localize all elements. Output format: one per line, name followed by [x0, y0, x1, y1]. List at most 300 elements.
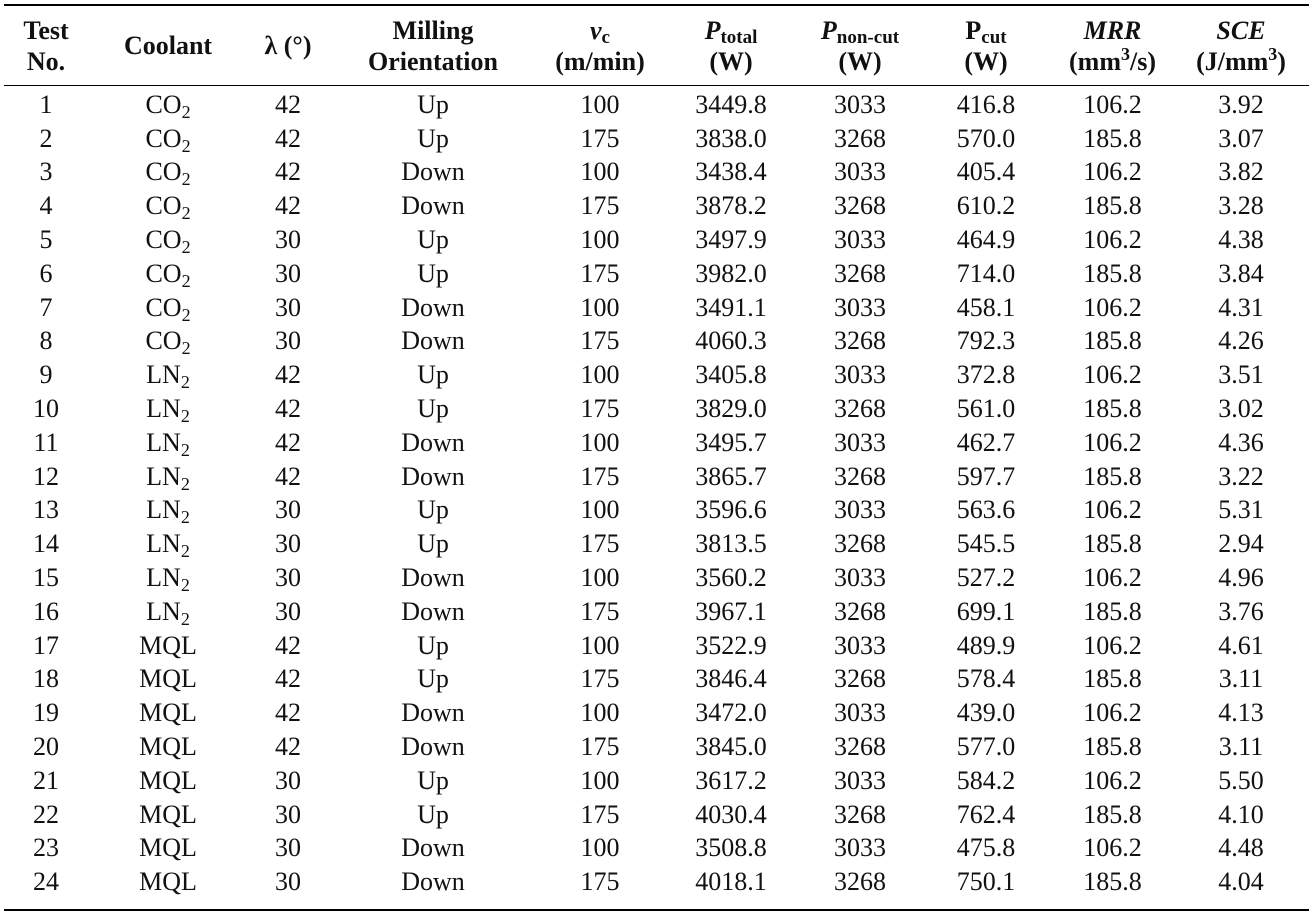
- cell-lambda: 42: [275, 427, 301, 457]
- cell-p-cut: 563.6: [956, 495, 1016, 525]
- table-row: [4, 730, 1309, 764]
- header-p-total: [662, 6, 800, 85]
- table-row: [4, 696, 1309, 730]
- coolant-subscript: 2: [180, 541, 190, 562]
- header-p-noncut: [800, 6, 920, 85]
- header-mrr-unit-post: /s): [1129, 46, 1156, 76]
- cell-lambda: 42: [275, 630, 301, 660]
- header-lambda-label: λ (°): [264, 31, 312, 60]
- cell-lambda: 42: [275, 360, 301, 390]
- cell-lambda: 30: [275, 799, 301, 829]
- cell-p-noncut: 3268: [834, 664, 886, 694]
- cell-sce: 4.96: [1218, 563, 1264, 593]
- cell-coolant: [88, 798, 248, 832]
- cell-sce: 4.13: [1218, 698, 1264, 728]
- cell-p-total: 3449.8: [695, 89, 767, 119]
- coolant-formula: CO: [145, 258, 182, 288]
- cell-sce: 2.94: [1218, 529, 1264, 559]
- cell-p-noncut: 3033: [834, 495, 886, 525]
- table-row: [4, 325, 1309, 359]
- cell-p-noncut: 3268: [834, 867, 886, 897]
- cell-vc: 175: [580, 867, 620, 897]
- cell-coolant: [88, 358, 248, 392]
- cell-test-no: 18: [33, 664, 59, 694]
- table-row: [4, 865, 1309, 899]
- cell-p-noncut: 3033: [834, 360, 886, 390]
- coolant-subscript: 2: [180, 507, 190, 528]
- coolant-formula: LN: [146, 461, 181, 491]
- cell-sce: 3.07: [1218, 123, 1264, 153]
- cell-sce: 3.84: [1218, 258, 1264, 288]
- cell-test-no: 24: [33, 867, 59, 897]
- cell-orientation: Down: [401, 732, 465, 762]
- cell-sce: 4.48: [1218, 833, 1264, 863]
- cell-orientation: Down: [401, 563, 465, 593]
- cell-test-no: 17: [33, 630, 59, 660]
- cell-vc: 175: [580, 394, 620, 424]
- cell-vc: 175: [580, 123, 620, 153]
- table-row: [4, 392, 1309, 426]
- cell-vc: 100: [580, 630, 620, 660]
- cell-test-no: 4: [39, 191, 53, 221]
- cell-test-no: 15: [33, 563, 59, 593]
- coolant-subscript: 2: [180, 575, 190, 596]
- cell-sce: 3.22: [1218, 461, 1264, 491]
- results-table: [4, 6, 1309, 899]
- header-vc-subscript: c: [601, 26, 610, 48]
- coolant-formula: CO: [145, 326, 182, 356]
- cell-mrr: 185.8: [1083, 326, 1142, 356]
- cell-p-cut: 792.3: [956, 326, 1016, 356]
- cell-p-noncut: 3268: [834, 123, 886, 153]
- cell-test-no: 8: [39, 326, 53, 356]
- header-p-total-symbol: P: [704, 15, 721, 45]
- header-p-cut: [920, 6, 1052, 85]
- table-row: [4, 291, 1309, 325]
- cell-lambda: 42: [275, 698, 301, 728]
- cell-coolant: [88, 460, 248, 494]
- cell-orientation: Down: [401, 191, 465, 221]
- coolant-formula: MQL: [139, 664, 197, 694]
- table-row: [4, 494, 1309, 528]
- cell-p-cut: 458.1: [956, 292, 1016, 322]
- cell-p-total: 3617.2: [695, 765, 767, 795]
- cell-vc: 175: [580, 326, 620, 356]
- cell-sce: 5.50: [1218, 765, 1264, 795]
- cell-coolant: [88, 595, 248, 629]
- cell-vc: 175: [580, 732, 620, 762]
- coolant-formula: MQL: [139, 698, 197, 728]
- header-test-no-line1: Test: [23, 15, 69, 45]
- cell-sce: 4.26: [1218, 326, 1264, 356]
- cell-sce: 3.92: [1218, 89, 1264, 119]
- cell-mrr: 106.2: [1083, 630, 1142, 660]
- header-mrr-unit-sup: 3: [1120, 43, 1130, 64]
- coolant-formula: MQL: [139, 630, 197, 660]
- cell-p-total: 4060.3: [695, 326, 767, 356]
- cell-p-total: 3438.4: [695, 157, 767, 187]
- header-p-total-unit: (W): [709, 46, 753, 76]
- coolant-formula: CO: [145, 191, 182, 221]
- cell-p-cut: 750.1: [956, 867, 1016, 897]
- cell-lambda: 30: [275, 258, 301, 288]
- header-p-noncut-symbol: P: [820, 15, 837, 45]
- header-row: [4, 6, 1309, 85]
- cell-orientation: Down: [401, 833, 465, 863]
- table-row: [4, 460, 1309, 494]
- cell-coolant: [88, 223, 248, 257]
- cell-orientation: Up: [417, 360, 449, 390]
- cell-mrr: 106.2: [1083, 563, 1142, 593]
- table-row: [4, 223, 1309, 257]
- cell-mrr: 185.8: [1083, 529, 1142, 559]
- coolant-formula: LN: [146, 596, 181, 626]
- cell-lambda: 42: [275, 123, 301, 153]
- table-row: [4, 85, 1309, 122]
- cell-vc: 100: [580, 157, 620, 187]
- coolant-formula: LN: [146, 427, 181, 457]
- cell-orientation: Up: [417, 225, 449, 255]
- cell-sce: 3.51: [1218, 360, 1264, 390]
- cell-p-cut: 577.0: [956, 732, 1016, 762]
- table-row: [4, 561, 1309, 595]
- cell-lambda: 30: [275, 292, 301, 322]
- table-body: [4, 85, 1309, 899]
- coolant-formula: CO: [145, 157, 182, 187]
- coolant-formula: CO: [145, 123, 182, 153]
- header-orientation-line2: Orientation: [368, 46, 498, 76]
- cell-lambda: 42: [275, 89, 301, 119]
- cell-vc: 175: [580, 799, 620, 829]
- cell-lambda: 30: [275, 225, 301, 255]
- cell-sce: 4.10: [1218, 799, 1264, 829]
- cell-orientation: Down: [401, 698, 465, 728]
- header-mrr: [1052, 6, 1173, 85]
- cell-coolant: [88, 426, 248, 460]
- cell-mrr: 185.8: [1083, 394, 1142, 424]
- header-sce-symbol: SCE: [1216, 15, 1266, 45]
- cell-sce: 3.28: [1218, 191, 1264, 221]
- cell-p-noncut: 3033: [834, 765, 886, 795]
- cell-lambda: 42: [275, 461, 301, 491]
- cell-p-noncut: 3268: [834, 394, 886, 424]
- cell-mrr: 106.2: [1083, 495, 1142, 525]
- table-row: [4, 257, 1309, 291]
- cell-test-no: 2: [39, 123, 53, 153]
- header-p-cut-unit: (W): [964, 46, 1008, 76]
- cell-p-total: 3846.4: [695, 664, 767, 694]
- coolant-formula: MQL: [139, 765, 197, 795]
- cell-vc: 100: [580, 89, 620, 119]
- cell-coolant: [88, 730, 248, 764]
- cell-mrr: 185.8: [1083, 258, 1142, 288]
- cell-test-no: 9: [39, 360, 53, 390]
- cell-sce: 3.02: [1218, 394, 1264, 424]
- cell-p-cut: 439.0: [956, 698, 1016, 728]
- cell-lambda: 30: [275, 563, 301, 593]
- cell-test-no: 7: [39, 292, 53, 322]
- cell-p-cut: 372.8: [956, 360, 1016, 390]
- coolant-formula: CO: [145, 225, 182, 255]
- cell-test-no: 1: [39, 89, 53, 119]
- cell-lambda: 30: [275, 765, 301, 795]
- cell-lambda: 42: [275, 664, 301, 694]
- cell-coolant: [88, 696, 248, 730]
- cell-p-noncut: 3268: [834, 799, 886, 829]
- cell-vc: 175: [580, 664, 620, 694]
- coolant-subscript: 2: [180, 473, 190, 494]
- cell-lambda: 42: [275, 157, 301, 187]
- cell-p-noncut: 3033: [834, 630, 886, 660]
- header-sce-unit-post: ): [1277, 46, 1286, 76]
- coolant-subscript: 2: [181, 270, 191, 291]
- cell-orientation: Up: [417, 765, 449, 795]
- cell-lambda: 30: [275, 596, 301, 626]
- cell-test-no: 22: [33, 799, 59, 829]
- coolant-formula: LN: [146, 529, 181, 559]
- header-sce-unit-pre: (J/mm: [1196, 46, 1269, 76]
- cell-p-total: 4030.4: [695, 799, 767, 829]
- cell-p-total: 3829.0: [695, 394, 767, 424]
- cell-p-total: 3560.2: [695, 563, 767, 593]
- cell-lambda: 30: [275, 495, 301, 525]
- cell-p-noncut: 3268: [834, 461, 886, 491]
- cell-p-cut: 527.2: [956, 563, 1016, 593]
- cell-sce: 5.31: [1218, 495, 1264, 525]
- cell-coolant: [88, 764, 248, 798]
- cell-mrr: 106.2: [1083, 360, 1142, 390]
- header-mrr-unit-pre: (mm: [1069, 46, 1121, 76]
- table-row: [4, 595, 1309, 629]
- table-row: [4, 358, 1309, 392]
- cell-p-total: 3495.7: [695, 427, 767, 457]
- coolant-formula: LN: [146, 360, 181, 390]
- cell-vc: 100: [580, 225, 620, 255]
- cell-orientation: Down: [401, 867, 465, 897]
- table-row: [4, 764, 1309, 798]
- header-p-noncut-subscript: non-cut: [836, 26, 900, 48]
- cell-coolant: [88, 291, 248, 325]
- cell-p-cut: 561.0: [956, 394, 1016, 424]
- cell-coolant: [88, 832, 248, 866]
- coolant-formula: LN: [146, 394, 181, 424]
- coolant-subscript: 2: [181, 304, 191, 325]
- cell-coolant: [88, 865, 248, 899]
- cell-p-cut: 714.0: [956, 258, 1016, 288]
- header-vc-symbol: v: [590, 15, 602, 45]
- cell-p-total: 3813.5: [695, 529, 767, 559]
- cell-test-no: 11: [33, 427, 59, 457]
- table-row: [4, 156, 1309, 190]
- cell-p-total: 3522.9: [695, 630, 767, 660]
- coolant-subscript: 2: [180, 372, 190, 393]
- cell-lambda: 30: [275, 867, 301, 897]
- cell-mrr: 185.8: [1083, 732, 1142, 762]
- cell-test-no: 16: [33, 596, 59, 626]
- cell-lambda: 42: [275, 732, 301, 762]
- cell-test-no: 13: [33, 495, 59, 525]
- cell-p-total: 3497.9: [695, 225, 767, 255]
- cell-coolant: [88, 85, 248, 122]
- cell-p-total: 3596.6: [695, 495, 767, 525]
- cell-p-total: 4018.1: [695, 867, 767, 897]
- cell-p-noncut: 3033: [834, 427, 886, 457]
- header-lambda: [248, 6, 328, 85]
- cell-p-noncut: 3033: [834, 833, 886, 863]
- coolant-subscript: 2: [181, 338, 191, 359]
- cell-test-no: 10: [33, 394, 59, 424]
- cell-p-cut: 545.5: [956, 529, 1016, 559]
- cell-orientation: Up: [417, 89, 449, 119]
- cell-coolant: [88, 561, 248, 595]
- cell-vc: 100: [580, 427, 620, 457]
- cell-p-noncut: 3268: [834, 326, 886, 356]
- cell-p-total: 3405.8: [695, 360, 767, 390]
- coolant-subscript: 2: [181, 237, 191, 258]
- cell-orientation: Up: [417, 495, 449, 525]
- cell-p-total: 3472.0: [695, 698, 767, 728]
- coolant-formula: MQL: [139, 867, 197, 897]
- cell-vc: 100: [580, 360, 620, 390]
- coolant-subscript: 2: [181, 169, 191, 190]
- coolant-subscript: 2: [180, 439, 190, 460]
- coolant-subscript: 2: [180, 406, 190, 427]
- table-row: [4, 798, 1309, 832]
- cell-p-total: 3845.0: [695, 732, 767, 762]
- cell-lambda: 42: [275, 191, 301, 221]
- cell-p-cut: 699.1: [956, 596, 1016, 626]
- cell-p-cut: 489.9: [956, 630, 1016, 660]
- cell-p-noncut: 3268: [834, 596, 886, 626]
- cell-mrr: 185.8: [1083, 664, 1142, 694]
- table-bottom-rule: [4, 909, 1309, 911]
- cell-p-noncut: 3268: [834, 191, 886, 221]
- header-test-no-line2: No.: [26, 46, 66, 76]
- cell-orientation: Up: [417, 799, 449, 829]
- cell-lambda: 42: [275, 394, 301, 424]
- header-coolant: [88, 6, 248, 85]
- coolant-formula: MQL: [139, 799, 197, 829]
- cell-sce: 3.82: [1218, 157, 1264, 187]
- cell-p-noncut: 3268: [834, 732, 886, 762]
- cell-test-no: 14: [33, 529, 59, 559]
- cell-sce: 4.31: [1218, 292, 1264, 322]
- cell-p-cut: 462.7: [956, 427, 1016, 457]
- cell-vc: 100: [580, 698, 620, 728]
- header-mrr-symbol: MRR: [1083, 15, 1142, 45]
- cell-p-noncut: 3033: [834, 698, 886, 728]
- cell-mrr: 185.8: [1083, 123, 1142, 153]
- cell-mrr: 106.2: [1083, 89, 1142, 119]
- cell-p-cut: 475.8: [956, 833, 1016, 863]
- header-orientation: [328, 6, 538, 85]
- header-p-cut-symbol: P: [965, 15, 982, 45]
- cell-sce: 4.04: [1218, 867, 1264, 897]
- cell-sce: 3.76: [1218, 596, 1264, 626]
- header-vc-unit: (m/min): [555, 46, 645, 76]
- cell-coolant: [88, 629, 248, 663]
- coolant-formula: LN: [146, 495, 181, 525]
- coolant-subscript: 2: [180, 608, 190, 629]
- cell-mrr: 106.2: [1083, 833, 1142, 863]
- cell-orientation: Up: [417, 630, 449, 660]
- coolant-formula: CO: [145, 89, 182, 119]
- cell-orientation: Down: [401, 157, 465, 187]
- table-row: [4, 832, 1309, 866]
- coolant-subscript: 2: [181, 135, 191, 156]
- cell-coolant: [88, 494, 248, 528]
- cell-p-noncut: 3033: [834, 225, 886, 255]
- table-row: [4, 527, 1309, 561]
- header-coolant-label: Coolant: [123, 31, 213, 60]
- cell-orientation: Up: [417, 394, 449, 424]
- cell-p-cut: 464.9: [956, 225, 1016, 255]
- cell-mrr: 106.2: [1083, 225, 1142, 255]
- cell-p-noncut: 3268: [834, 258, 886, 288]
- cell-coolant: [88, 325, 248, 359]
- cell-mrr: 185.8: [1083, 799, 1142, 829]
- cell-orientation: Down: [401, 596, 465, 626]
- cell-p-noncut: 3033: [834, 157, 886, 187]
- coolant-subscript: 2: [181, 101, 191, 122]
- cell-p-cut: 584.2: [956, 765, 1016, 795]
- header-vc: [538, 6, 662, 85]
- cell-p-total: 3865.7: [695, 461, 767, 491]
- cell-mrr: 106.2: [1083, 157, 1142, 187]
- cell-test-no: 5: [39, 225, 53, 255]
- cell-coolant: [88, 392, 248, 426]
- cell-orientation: Down: [401, 292, 465, 322]
- table-row: [4, 122, 1309, 156]
- cell-test-no: 19: [33, 698, 59, 728]
- cell-p-total: 3878.2: [695, 191, 767, 221]
- cell-orientation: Up: [417, 258, 449, 288]
- cell-vc: 175: [580, 596, 620, 626]
- header-orientation-line1: Milling: [392, 15, 474, 45]
- cell-test-no: 12: [33, 461, 59, 491]
- cell-p-noncut: 3033: [834, 292, 886, 322]
- cell-lambda: 30: [275, 833, 301, 863]
- cell-p-noncut: 3033: [834, 563, 886, 593]
- cell-coolant: [88, 257, 248, 291]
- coolant-formula: LN: [146, 563, 181, 593]
- cell-vc: 175: [580, 461, 620, 491]
- cell-vc: 175: [580, 529, 620, 559]
- table-row: [4, 663, 1309, 697]
- header-sce-unit-sup: 3: [1268, 43, 1278, 64]
- cell-mrr: 106.2: [1083, 765, 1142, 795]
- cell-p-noncut: 3268: [834, 529, 886, 559]
- cell-vc: 100: [580, 765, 620, 795]
- cell-lambda: 30: [275, 326, 301, 356]
- cell-orientation: Down: [401, 427, 465, 457]
- cell-lambda: 30: [275, 529, 301, 559]
- cell-p-cut: 405.4: [956, 157, 1016, 187]
- cell-orientation: Up: [417, 664, 449, 694]
- cell-vc: 100: [580, 292, 620, 322]
- cell-p-total: 3508.8: [695, 833, 767, 863]
- cell-sce: 4.36: [1218, 427, 1264, 457]
- cell-p-total: 3967.1: [695, 596, 767, 626]
- cell-test-no: 3: [39, 157, 53, 187]
- cell-coolant: [88, 663, 248, 697]
- coolant-subscript: 2: [181, 203, 191, 224]
- cell-mrr: 185.8: [1083, 867, 1142, 897]
- cell-p-cut: 610.2: [956, 191, 1016, 221]
- header-test-no: [4, 6, 88, 85]
- cell-orientation: Down: [401, 461, 465, 491]
- coolant-formula: MQL: [139, 833, 197, 863]
